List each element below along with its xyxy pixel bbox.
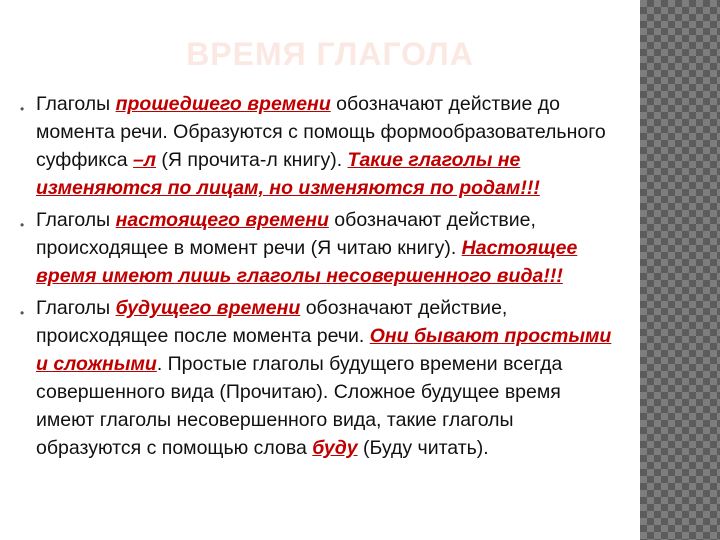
body-text: (Я прочита-л книгу).: [156, 149, 348, 171]
body-text: . Простые глаголы будущего времени всегда совершенного вида (Прочитаю). Сложное будущее время имеют глаголы несовершенного вида, такие глаголы образуются с помощью слова: [36, 353, 563, 459]
emphasis-text: будущего времени: [115, 297, 301, 319]
emphasis-text: –л: [133, 149, 157, 171]
body-text: Глаголы: [36, 93, 116, 115]
bullet-list: [20, 90, 620, 466]
body-text: (Буду читать).: [357, 437, 489, 459]
emphasis-text: Они бывают простыми и сложными: [36, 325, 612, 375]
bullet-icon: •: [20, 102, 25, 116]
emphasis-text: Такие глаголы не изменяются по лицам, но изменяются по родам!!!: [36, 149, 540, 199]
bullet-icon: •: [20, 306, 25, 320]
emphasis-text: Настоящее время имеют лишь глаголы несовершенного вида!!!: [36, 237, 578, 287]
slide-title: ВРЕМЯ ГЛАГОЛА: [186, 36, 474, 72]
decorative-pattern-strip: [640, 0, 720, 540]
emphasis-text: буду: [312, 437, 358, 459]
bullet-item: [20, 206, 620, 290]
body-text: обозначают действие, происходящее в момент речи (Я читаю книгу).: [36, 209, 536, 259]
bullet-item: [20, 90, 620, 202]
body-text: обозначают действие до момента речи. Образуются с помощь формообразовательного суффикса: [36, 93, 606, 171]
emphasis-text: прошедшего времени: [115, 93, 331, 115]
bullet-item: [20, 294, 620, 462]
body-text: Глаголы: [36, 297, 116, 319]
bullet-icon: •: [20, 218, 25, 232]
emphasis-text: настоящего времени: [115, 209, 329, 231]
body-text: обозначают действие, происходящее после момента речи.: [36, 297, 508, 347]
body-text: Глаголы: [36, 209, 116, 231]
